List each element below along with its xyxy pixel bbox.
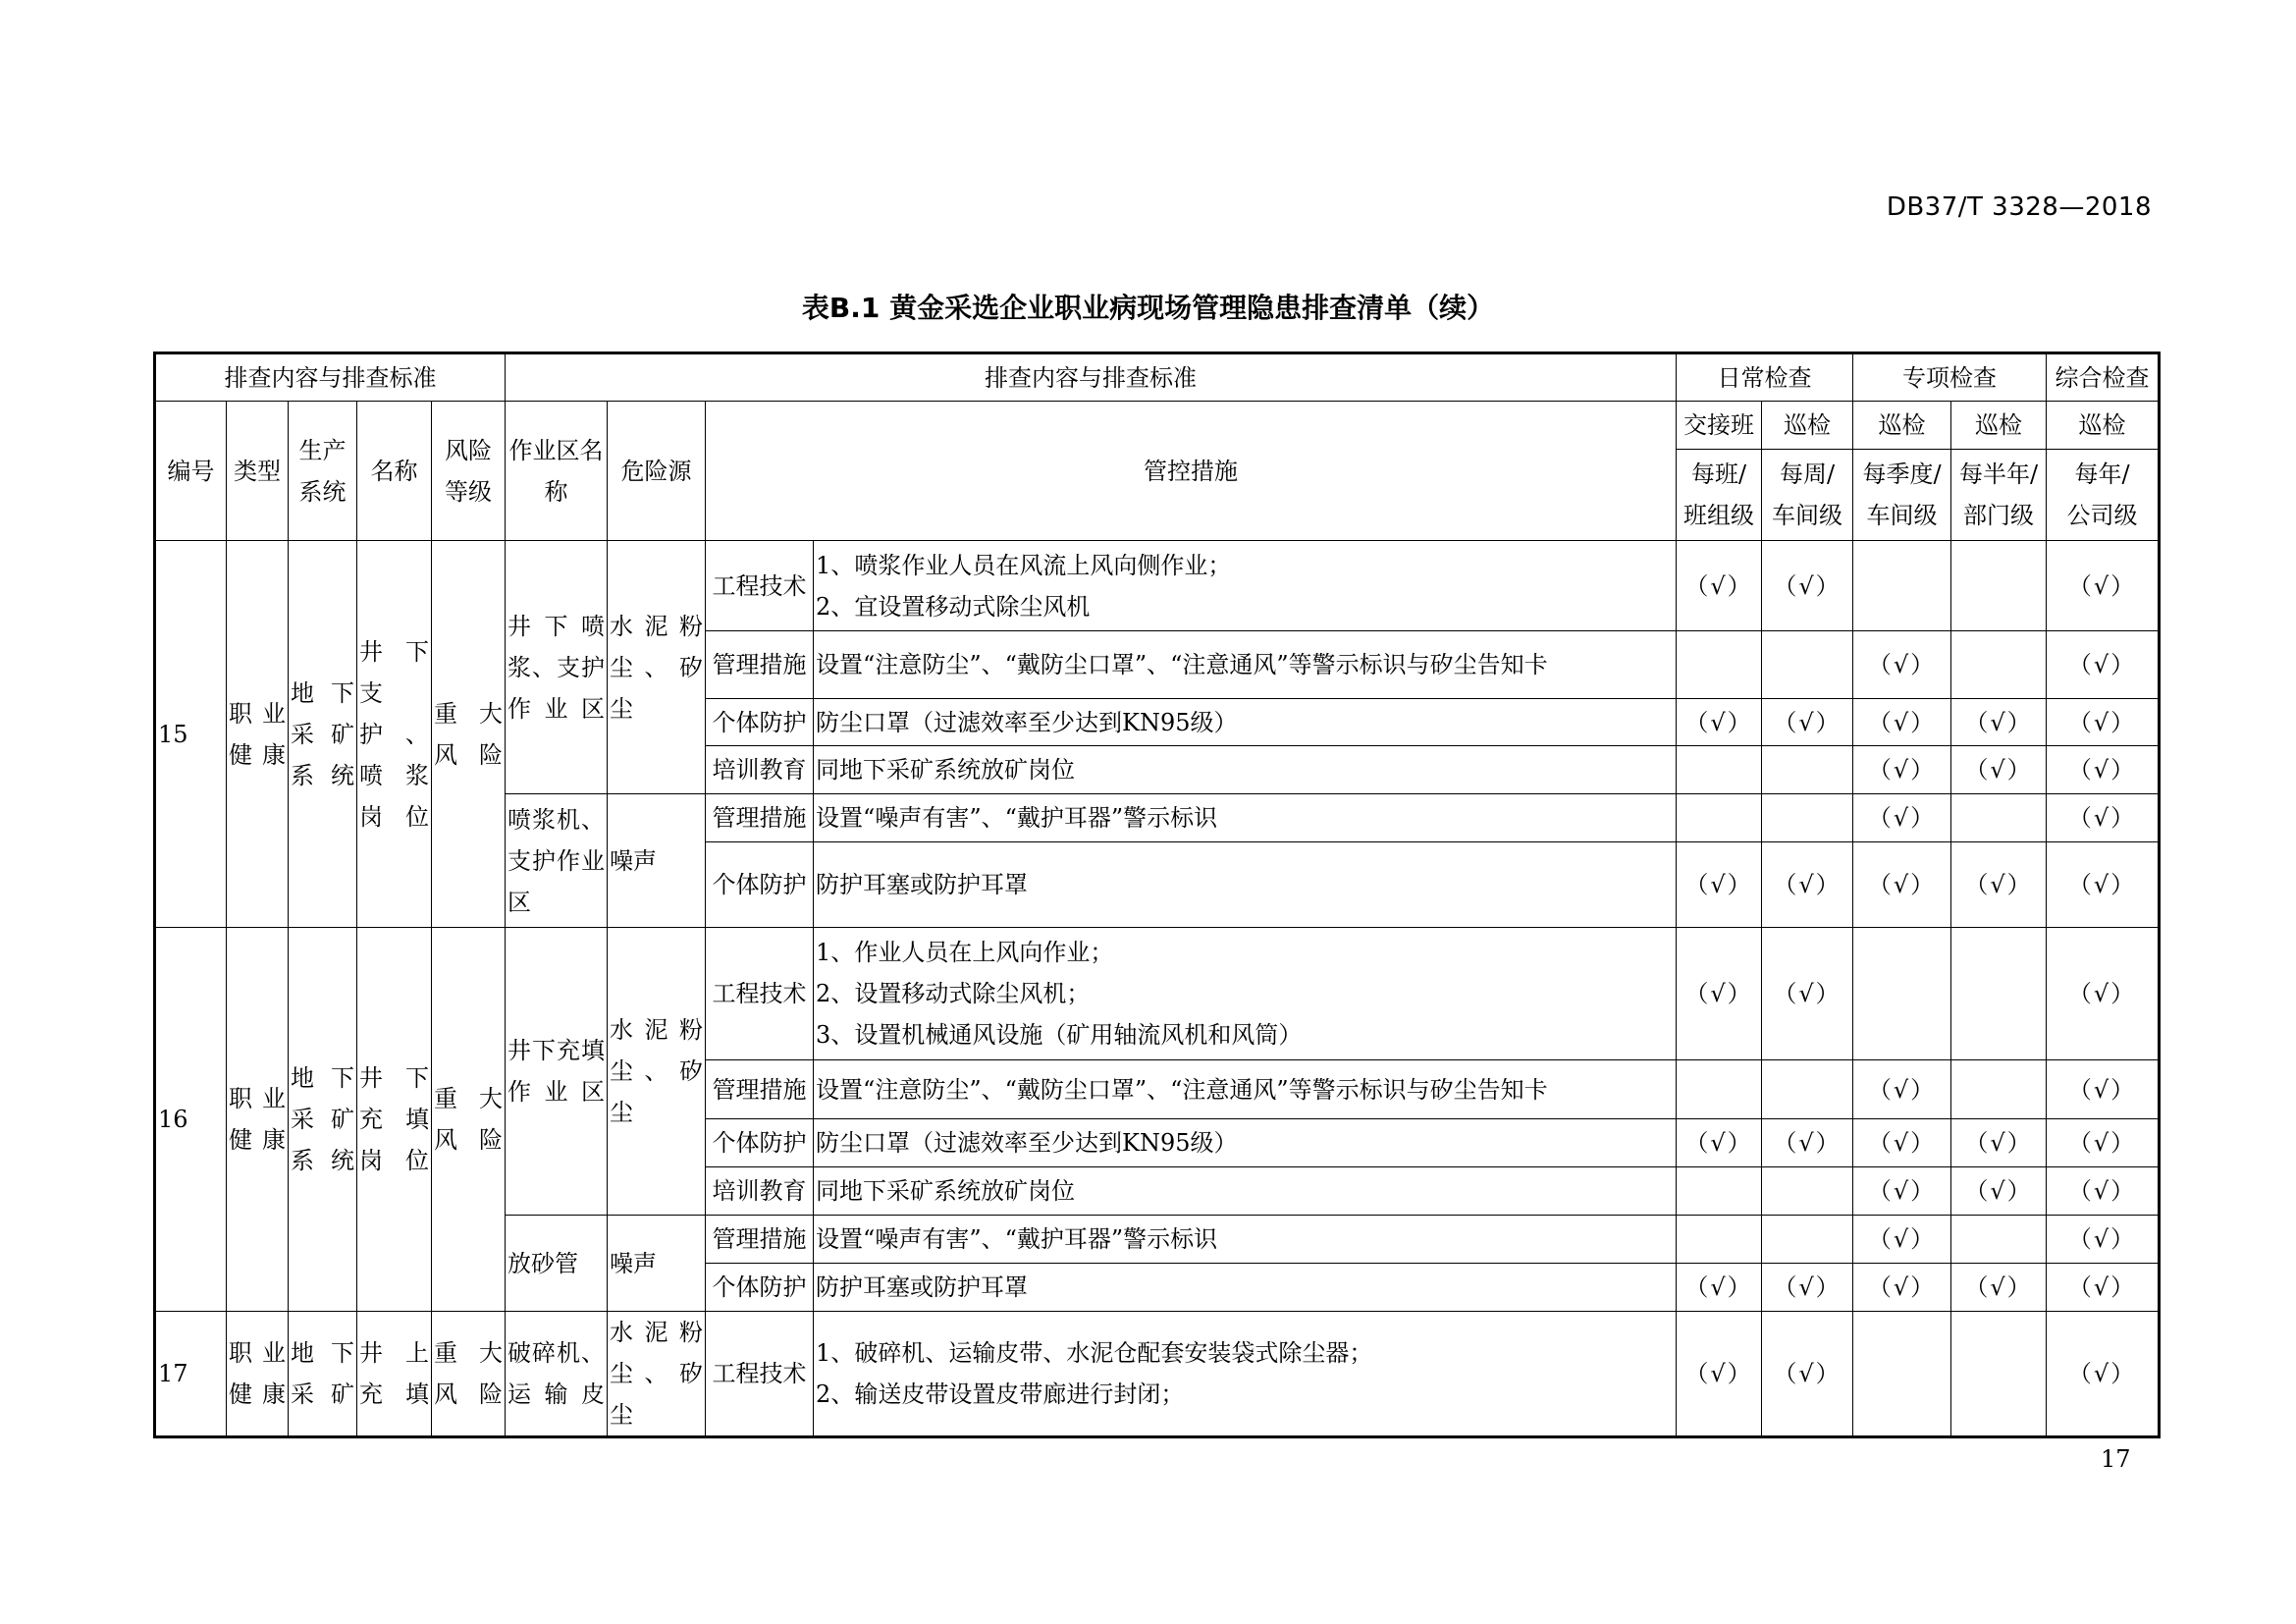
standard-code: DB37/T 3328—2018 — [1886, 192, 2152, 222]
check-shift: （√） — [1677, 842, 1762, 928]
check-weekly — [1762, 1167, 1853, 1216]
row-system: 地下采矿系统 — [289, 928, 357, 1312]
row-type: 职业健康 — [227, 1312, 289, 1437]
check-shift: （√） — [1677, 1119, 1762, 1167]
check-yearly: （√） — [2047, 631, 2160, 699]
check-half-year — [1951, 928, 2047, 1060]
check-quarterly: （√） — [1853, 746, 1951, 794]
header-group-1: 排查内容与排查标准 — [155, 353, 506, 402]
header-name: 名称 — [357, 402, 432, 541]
measure-text: 同地下采矿系统放矿岗位 — [814, 746, 1677, 794]
measure-text: 设置“注意防尘”、“戴防尘口罩”、“注意通风”等警示标识与矽尘告知卡 — [814, 1060, 1677, 1119]
table-title: 表B.1 黄金采选企业职业病现场管理隐患排查清单（续） — [801, 292, 1495, 324]
measure-category: 工程技术 — [706, 541, 814, 631]
header-patrol-weekly: 巡检 — [1762, 402, 1853, 450]
measure-category: 工程技术 — [706, 928, 814, 1060]
measure-category: 个体防护 — [706, 1119, 814, 1167]
measure-category: 管理措施 — [706, 794, 814, 842]
measure-category: 管理措施 — [706, 631, 814, 699]
check-shift: （√） — [1677, 1264, 1762, 1312]
check-yearly: （√） — [2047, 1060, 2160, 1119]
check-yearly: （√） — [2047, 541, 2160, 631]
check-quarterly: （√） — [1853, 842, 1951, 928]
check-weekly: （√） — [1762, 1264, 1853, 1312]
row-risk-level: 重大风险 — [432, 1312, 506, 1437]
check-yearly: （√） — [2047, 1119, 2160, 1167]
row-system: 地下采矿系统 — [289, 541, 357, 928]
check-shift — [1677, 1216, 1762, 1264]
measure-text: 防尘口罩（过滤效率至少达到KN95级） — [814, 1119, 1677, 1167]
row-type: 职业健康 — [227, 541, 289, 928]
header-type: 类型 — [227, 402, 289, 541]
row-number: 16 — [155, 928, 227, 1312]
check-quarterly: （√） — [1853, 794, 1951, 842]
header-daily-check: 日常检查 — [1677, 353, 1853, 402]
check-weekly — [1762, 746, 1853, 794]
check-half-year: （√） — [1951, 842, 2047, 928]
check-half-year: （√） — [1951, 1119, 2047, 1167]
check-half-year — [1951, 1312, 2047, 1437]
check-half-year — [1951, 794, 2047, 842]
check-shift — [1677, 794, 1762, 842]
check-yearly: （√） — [2047, 1167, 2160, 1216]
check-quarterly: （√） — [1853, 699, 1951, 746]
row-type: 职业健康 — [227, 928, 289, 1312]
header-system: 生产系统 — [289, 402, 357, 541]
check-shift: （√） — [1677, 1312, 1762, 1437]
measure-category: 培训教育 — [706, 746, 814, 794]
header-patrol-half-year: 巡检 — [1951, 402, 2047, 450]
page-number: 17 — [2101, 1445, 2131, 1473]
check-weekly — [1762, 794, 1853, 842]
check-quarterly: （√） — [1853, 1060, 1951, 1119]
row-work-area: 井下喷浆、支护作业区 — [506, 541, 608, 794]
header-shift-check: 交接班 — [1677, 402, 1762, 450]
check-yearly: （√） — [2047, 928, 2160, 1060]
check-half-year — [1951, 1060, 2047, 1119]
check-weekly: （√） — [1762, 1312, 1853, 1437]
header-risk-level: 风险等级 — [432, 402, 506, 541]
check-weekly: （√） — [1762, 699, 1853, 746]
row-hazard-source: 水泥粉尘、矽尘 — [608, 1312, 706, 1437]
check-weekly: （√） — [1762, 928, 1853, 1060]
measure-text: 防护耳塞或防护耳罩 — [814, 842, 1677, 928]
check-weekly — [1762, 1216, 1853, 1264]
measure-category: 个体防护 — [706, 842, 814, 928]
row-name: 井下支护、喷浆岗位 — [357, 541, 432, 928]
measure-category: 培训教育 — [706, 1167, 814, 1216]
measure-text: 设置“注意防尘”、“戴防尘口罩”、“注意通风”等警示标识与矽尘告知卡 — [814, 631, 1677, 699]
row-risk-level: 重大风险 — [432, 541, 506, 928]
row-work-area: 放砂管 — [506, 1216, 608, 1312]
header-control-measures: 管控措施 — [706, 402, 1677, 541]
hazard-checklist-table — [153, 352, 2161, 1438]
row-number: 17 — [155, 1312, 227, 1437]
row-hazard-source: 噪声 — [608, 1216, 706, 1312]
check-quarterly: （√） — [1853, 1119, 1951, 1167]
check-shift: （√） — [1677, 541, 1762, 631]
measure-text: 防护耳塞或防护耳罩 — [814, 1264, 1677, 1312]
measure-category: 管理措施 — [706, 1216, 814, 1264]
check-yearly: （√） — [2047, 699, 2160, 746]
header-no: 编号 — [155, 402, 227, 541]
header-special-check: 专项检查 — [1853, 353, 2047, 402]
header-group-2: 排查内容与排查标准 — [506, 353, 1677, 402]
check-half-year — [1951, 631, 2047, 699]
check-yearly: （√） — [2047, 1264, 2160, 1312]
measure-text: 设置“噪声有害”、“戴护耳器”警示标识 — [814, 1216, 1677, 1264]
measure-category: 个体防护 — [706, 699, 814, 746]
row-system: 地下采矿 — [289, 1312, 357, 1437]
check-yearly: （√） — [2047, 794, 2160, 842]
check-quarterly: （√） — [1853, 631, 1951, 699]
check-quarterly — [1853, 541, 1951, 631]
freq-per-shift: 每班/ 班组级 — [1677, 450, 1762, 541]
check-yearly: （√） — [2047, 1312, 2160, 1437]
measure-text: 同地下采矿系统放矿岗位 — [814, 1167, 1677, 1216]
check-quarterly: （√） — [1853, 1167, 1951, 1216]
measure-text: 设置“噪声有害”、“戴护耳器”警示标识 — [814, 794, 1677, 842]
row-hazard-source: 水泥粉尘、矽尘 — [608, 928, 706, 1216]
row-name: 井上充填 — [357, 1312, 432, 1437]
row-risk-level: 重大风险 — [432, 928, 506, 1312]
check-half-year — [1951, 1216, 2047, 1264]
check-yearly: （√） — [2047, 842, 2160, 928]
check-half-year — [1951, 541, 2047, 631]
table-row — [155, 541, 2160, 631]
freq-yearly: 每年/ 公司级 — [2047, 450, 2160, 541]
header-hazard-source: 危险源 — [608, 402, 706, 541]
check-shift: （√） — [1677, 699, 1762, 746]
check-shift — [1677, 1060, 1762, 1119]
measure-category: 管理措施 — [706, 1060, 814, 1119]
table-row — [155, 928, 2160, 1060]
check-shift — [1677, 631, 1762, 699]
freq-quarterly: 每季度/ 车间级 — [1853, 450, 1951, 541]
header-patrol-quarterly: 巡检 — [1853, 402, 1951, 450]
row-work-area: 井下充填作业区 — [506, 928, 608, 1216]
check-weekly: （√） — [1762, 1119, 1853, 1167]
check-half-year: （√） — [1951, 1264, 2047, 1312]
row-work-area: 喷浆机、支护作业区 — [506, 794, 608, 928]
row-work-area: 破碎机、运输皮 — [506, 1312, 608, 1437]
check-half-year: （√） — [1951, 746, 2047, 794]
measure-text: 1、喷浆作业人员在风流上风向侧作业； 2、宜设置移动式除尘风机 — [814, 541, 1677, 631]
row-number: 15 — [155, 541, 227, 928]
check-shift — [1677, 1167, 1762, 1216]
check-yearly: （√） — [2047, 746, 2160, 794]
freq-half-year: 每半年/ 部门级 — [1951, 450, 2047, 541]
header-work-area: 作业区名称 — [506, 402, 608, 541]
table-row — [155, 1312, 2160, 1437]
check-weekly — [1762, 1060, 1853, 1119]
header-patrol-yearly: 巡检 — [2047, 402, 2160, 450]
check-yearly: （√） — [2047, 1216, 2160, 1264]
header-comprehensive-check: 综合检查 — [2047, 353, 2160, 402]
check-weekly — [1762, 631, 1853, 699]
row-name: 井下充填岗位 — [357, 928, 432, 1312]
check-shift — [1677, 746, 1762, 794]
measure-text: 防尘口罩（过滤效率至少达到KN95级） — [814, 699, 1677, 746]
check-quarterly: （√） — [1853, 1264, 1951, 1312]
check-weekly: （√） — [1762, 842, 1853, 928]
measure-category: 工程技术 — [706, 1312, 814, 1437]
measure-category: 个体防护 — [706, 1264, 814, 1312]
check-quarterly — [1853, 928, 1951, 1060]
check-weekly: （√） — [1762, 541, 1853, 631]
measure-text: 1、作业人员在上风向作业； 2、设置移动式除尘风机； 3、设置机械通风设施（矿用轴流风机和风筒） — [814, 928, 1677, 1060]
freq-weekly: 每周/ 车间级 — [1762, 450, 1853, 541]
row-hazard-source: 水泥粉尘、矽尘 — [608, 541, 706, 794]
check-half-year: （√） — [1951, 699, 2047, 746]
check-shift: （√） — [1677, 928, 1762, 1060]
check-quarterly: （√） — [1853, 1216, 1951, 1264]
check-half-year: （√） — [1951, 1167, 2047, 1216]
check-quarterly — [1853, 1312, 1951, 1437]
measure-text: 1、破碎机、运输皮带、水泥仓配套安装袋式除尘器； 2、输送皮带设置皮带廊进行封闭； — [814, 1312, 1677, 1437]
row-hazard-source: 噪声 — [608, 794, 706, 928]
